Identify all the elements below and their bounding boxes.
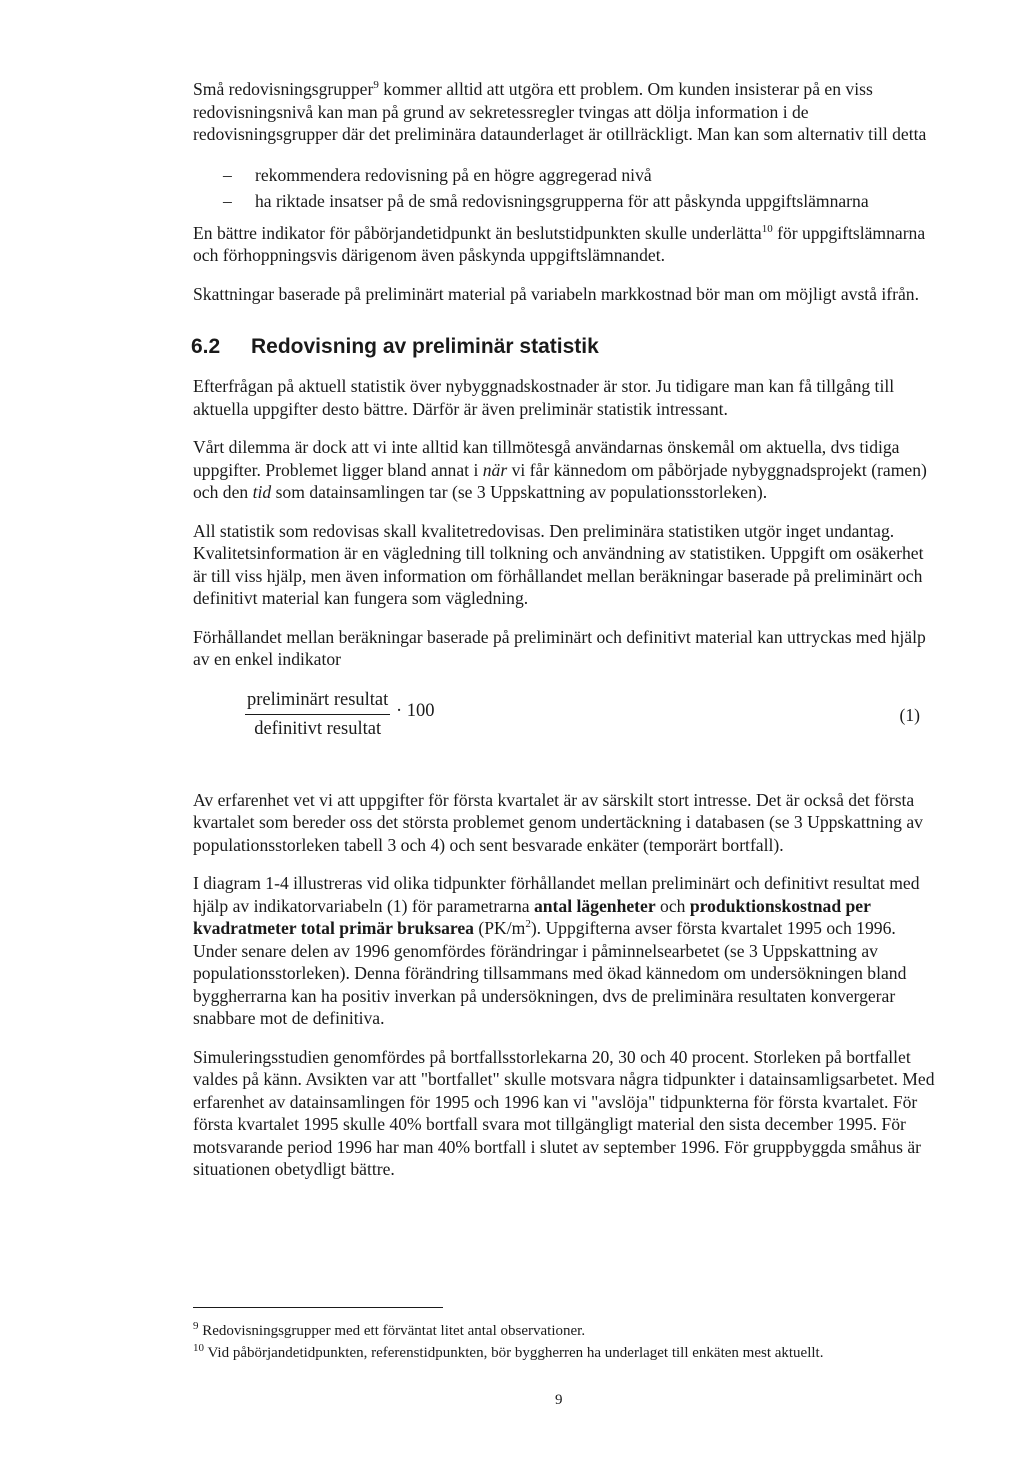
footnotes	[193, 1322, 953, 1366]
dash-bullet: –	[223, 190, 232, 211]
alternatives-list	[193, 162, 938, 214]
simulering-paragraph: Simuleringsstudien genomfördes på bortfallsstorlekarna 20, 30 och 40 procent. Storleken på bortfallet valdes på känn. Avsikten var att "bortfallet" skulle motsvara några tidpunkter i datainsamligsarbetet. Med erfarenhet av datainsamlingen för 1995 och 1996 kan vi "avslöja" tidpunkterna för första kvartalet. För första kvartalet 1995 skulle 40% bortfall svara mot tillgängligt material den sista december 1995. För motsvarande period 1996 har man 40% bortfall i slutet av september 1996. För gruppbyggda småhus är situationen obetydligt bättre.	[193, 1046, 935, 1179]
formula-numerator: preliminärt resultat	[245, 687, 390, 715]
kvalitet-paragraph: All statistik som redovisas skall kvalitetredovisas. Den preliminära statistiken utgör inget undantag. Kvalitetsinformation är en vägledning till tolkning och användning av statistiken. Uppgift om osäkerhet är till viss hjälp, men även information om förhållandet mellan beräkningar baserade på preliminärt och definitivt material kan fungera som vägledning.	[193, 520, 924, 608]
list-item: – rekommendera redovisning på en högre aggregerad nivå	[223, 162, 938, 188]
footnote-ref-9[interactable]: 9	[373, 79, 379, 92]
footnote-divider	[193, 1307, 443, 1308]
formula-fraction	[245, 687, 390, 743]
dilemma-paragraph: Vårt dilemma är dock att vi inte alltid kan tillmötesgå användarnas önskemål om aktuella, dvs tidiga uppgifter. Problemet ligger bland annat i när vi får kännedom om påbörjade nybyggnadsprojekt (ramen) och den tid som datainsamlingen tar (se 3 Uppskattning av populationsstorleken).	[193, 437, 927, 502]
indicator-formula	[193, 687, 938, 769]
equation-number: (1)	[899, 704, 920, 725]
forhallande-paragraph: Förhållandet mellan beräkningar baserade på preliminärt och definitivt material kan uttryckas med hjälp av en enkel indikator	[193, 626, 926, 669]
section-number: 6.2	[191, 335, 221, 358]
skattning-paragraph: Skattningar baserade på preliminärt material på variabeln markkostnad bör man om möjligt avstå ifrån.	[193, 283, 919, 304]
footnote-10: $^{10}$ Vid påbörjandetidpunkten, referenstidpunkten, bör byggherren ha underlaget till enkäten mest aktuellt.	[193, 1342, 824, 1361]
formula-multiplier: · 100	[396, 700, 435, 721]
page-body	[193, 78, 938, 1197]
efterfragan-paragraph: Efterfrågan på aktuell statistik över nybyggnadskostnader är stor. Ju tidigare man kan få tillgång till aktuella uppgifter desto bättre. Därför är även preliminär statistik intressant.	[193, 376, 895, 419]
diagram-paragraph: I diagram 1-4 illustreras vid olika tidpunkter förhållandet mellan preliminärt och definitivt resultat med hjälp av indikatorvariabeln (1) för parametrarna antal lägenheter och produktionskostnad per kvadratmeter total primär bruksarea $(PK/m^2)$. Uppgifterna avser första kvartalet 1995 och 1996. Under senare delen av 1996 genomfördes förändringar i påminnelsearbetet (se 3 Uppskattning av populationsstorleken). Denna förändring tillsammans med ökad kännedom om undersökningen bland byggherrarna kan ha positiv inverkan på undersökningen, dvs de preliminära resultaten konvergerar snabbare mot de definitiva.	[193, 873, 920, 1028]
indicator-paragraph: En bättre indikator för påbörjandetidpunkt än beslutstidpunkten skulle underlätta$^{10}$ för uppgiftslämnarna och förhoppningsvis därigenom även påskynda uppgiftslämnandet.	[193, 222, 926, 265]
footnote-ref-10[interactable]: 10	[761, 222, 773, 235]
formula-denominator: definitivt resultat	[254, 718, 382, 739]
section-heading	[191, 335, 938, 359]
intro-paragraph: Små redovisningsgrupper$^9$ kommer alltid att utgöra ett problem. Om kunden insisterar på en viss redovisningsnivå kan man på grund av sekretessregler tvingas att dölja information i de redovisningsgrupper där det preliminära dataunderlaget är otillräckligt. Man kan som alternativ till detta	[193, 79, 927, 144]
list-item: – ha riktade insatser på de små redovisningsgrupperna för att påskynda uppgiftslämnarna	[223, 188, 938, 214]
erfarenhet-paragraph: Av erfarenhet vet vi att uppgifter för första kvartalet är av särskilt stort intresse. Det är också det första kvartalet som bereder oss det största problemet genom undertäckning i databasen (se 3 Uppskattning av populationsstorleken tabell 3 och 4) och sent besvarade enkäter (temporärt bortfall).	[193, 789, 923, 855]
dash-bullet: –	[223, 164, 232, 185]
page-number: 9	[555, 1392, 563, 1408]
section-title: Redovisning av preliminär statistik	[251, 335, 599, 358]
footnote-9: $^9$ Redovisningsgrupper med ett förväntat litet antal observationer.	[193, 1320, 586, 1339]
